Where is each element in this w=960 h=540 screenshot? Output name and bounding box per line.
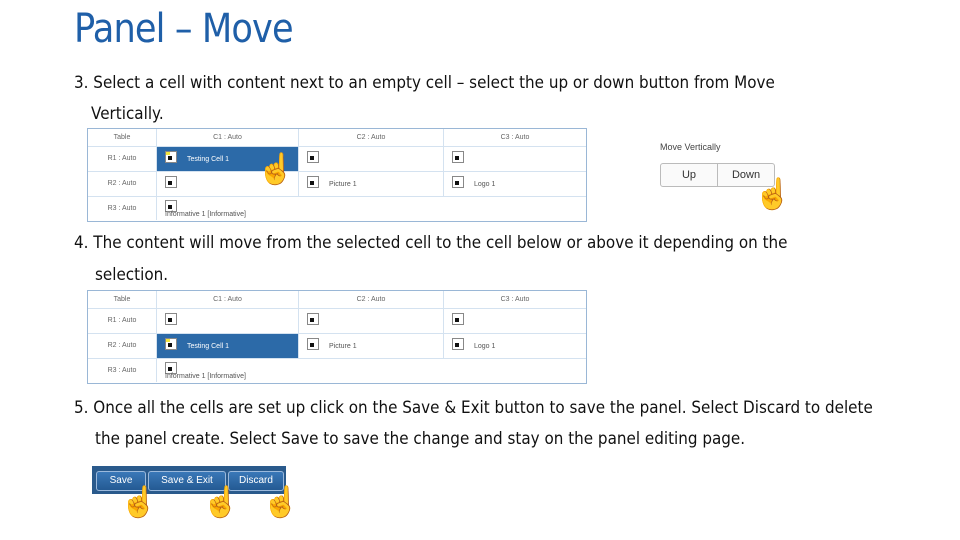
content-icon	[452, 313, 464, 325]
grid-cell-r3-merged[interactable]	[157, 359, 586, 382]
content-icon	[307, 176, 319, 188]
step-3-line-1: 3. Select a cell with content next to an empty cell – select the up or down button from Move	[74, 73, 775, 92]
step-5-line-1: 5. Once all the cells are set up click on the Save & Exit button to save the panel. Select Discard to delete	[74, 398, 873, 417]
row-header-r2[interactable]: R2 : Auto	[88, 172, 157, 196]
move-up-button[interactable]: Up	[681, 169, 697, 181]
step-4-line-1: 4. The content will move from the selected cell to the cell below or above it depending on the	[74, 233, 788, 252]
content-icon	[452, 151, 464, 163]
step-5-line-2: the panel create. Select Save to save the change and stay on the panel editing page.	[95, 429, 746, 448]
move-down-button[interactable]: Down	[717, 164, 774, 186]
content-icon	[307, 151, 319, 163]
cell-label-testing: Testing Cell 1	[187, 156, 230, 163]
hand-pointer-icon: ☝	[754, 178, 792, 211]
content-icon	[452, 338, 464, 350]
column-header-c2[interactable]: C2 : Auto	[299, 291, 444, 308]
cell-label-picture: Picture 1	[329, 181, 357, 188]
grid-corner: Table	[88, 291, 157, 308]
step-3-line-2: Vertically.	[91, 104, 164, 123]
row-header-r1[interactable]: R1 : Auto	[88, 147, 157, 171]
discard-button[interactable]: Discard	[228, 471, 284, 491]
content-icon	[165, 313, 177, 325]
grid-cell-r1c3[interactable]	[444, 147, 586, 171]
grid-cell-r2c3[interactable]	[444, 172, 586, 196]
grid-cell-r2c1-selected[interactable]	[157, 334, 299, 358]
panel-grid-after	[87, 290, 587, 384]
grid-cell-r1c1[interactable]	[157, 309, 299, 333]
column-header-c2[interactable]: C2 : Auto	[299, 129, 444, 146]
content-icon	[165, 151, 177, 163]
page-title: Panel – Move	[74, 6, 293, 52]
grid-cell-r1c2[interactable]	[299, 147, 444, 171]
content-icon	[452, 176, 464, 188]
grid-cell-r2c2[interactable]	[299, 172, 444, 196]
move-vertically-label: Move Vertically	[660, 142, 721, 152]
cell-label-logo: Logo 1	[474, 181, 496, 188]
grid-corner: Table	[88, 129, 157, 146]
cell-label-informative: Informative 1 [Informative]	[165, 211, 246, 218]
row-header-r3[interactable]: R3 : Auto	[88, 359, 157, 382]
column-header-c3[interactable]: C3 : Auto	[500, 296, 530, 303]
content-icon	[307, 338, 319, 350]
column-header-c1[interactable]: C1 : Auto	[157, 291, 299, 308]
step-4-line-2: selection.	[95, 265, 169, 284]
content-icon	[165, 176, 177, 188]
grid-cell-r1c2[interactable]	[299, 309, 444, 333]
content-icon	[307, 313, 319, 325]
cell-label-testing: Testing Cell 1	[187, 343, 230, 350]
panel-grid-before	[87, 128, 587, 222]
row-header-r2[interactable]: R2 : Auto	[88, 334, 157, 358]
grid-cell-r3-merged[interactable]	[157, 197, 586, 220]
save-button[interactable]: Save	[96, 471, 146, 491]
save-exit-button[interactable]: Save & Exit	[148, 471, 226, 491]
cell-label-picture: Picture 1	[329, 343, 357, 350]
grid-cell-r1c3[interactable]	[444, 309, 586, 333]
content-icon	[165, 338, 177, 350]
cell-label-informative: Informative 1 [Informative]	[165, 373, 246, 380]
hand-pointer-icon: ☝	[262, 486, 300, 519]
cell-label-logo: Logo 1	[474, 343, 496, 350]
grid-cell-r2c3[interactable]	[444, 334, 586, 358]
column-header-c3[interactable]: C3 : Auto	[500, 134, 530, 141]
row-header-r1[interactable]: R1 : Auto	[88, 309, 157, 333]
hand-pointer-icon: ☝	[257, 153, 295, 186]
hand-pointer-icon: ☝	[120, 486, 158, 519]
grid-cell-r2c2[interactable]	[299, 334, 444, 358]
row-header-r3[interactable]: R3 : Auto	[88, 197, 157, 220]
hand-pointer-icon: ☝	[202, 486, 240, 519]
column-header-c1[interactable]: C1 : Auto	[157, 129, 299, 146]
